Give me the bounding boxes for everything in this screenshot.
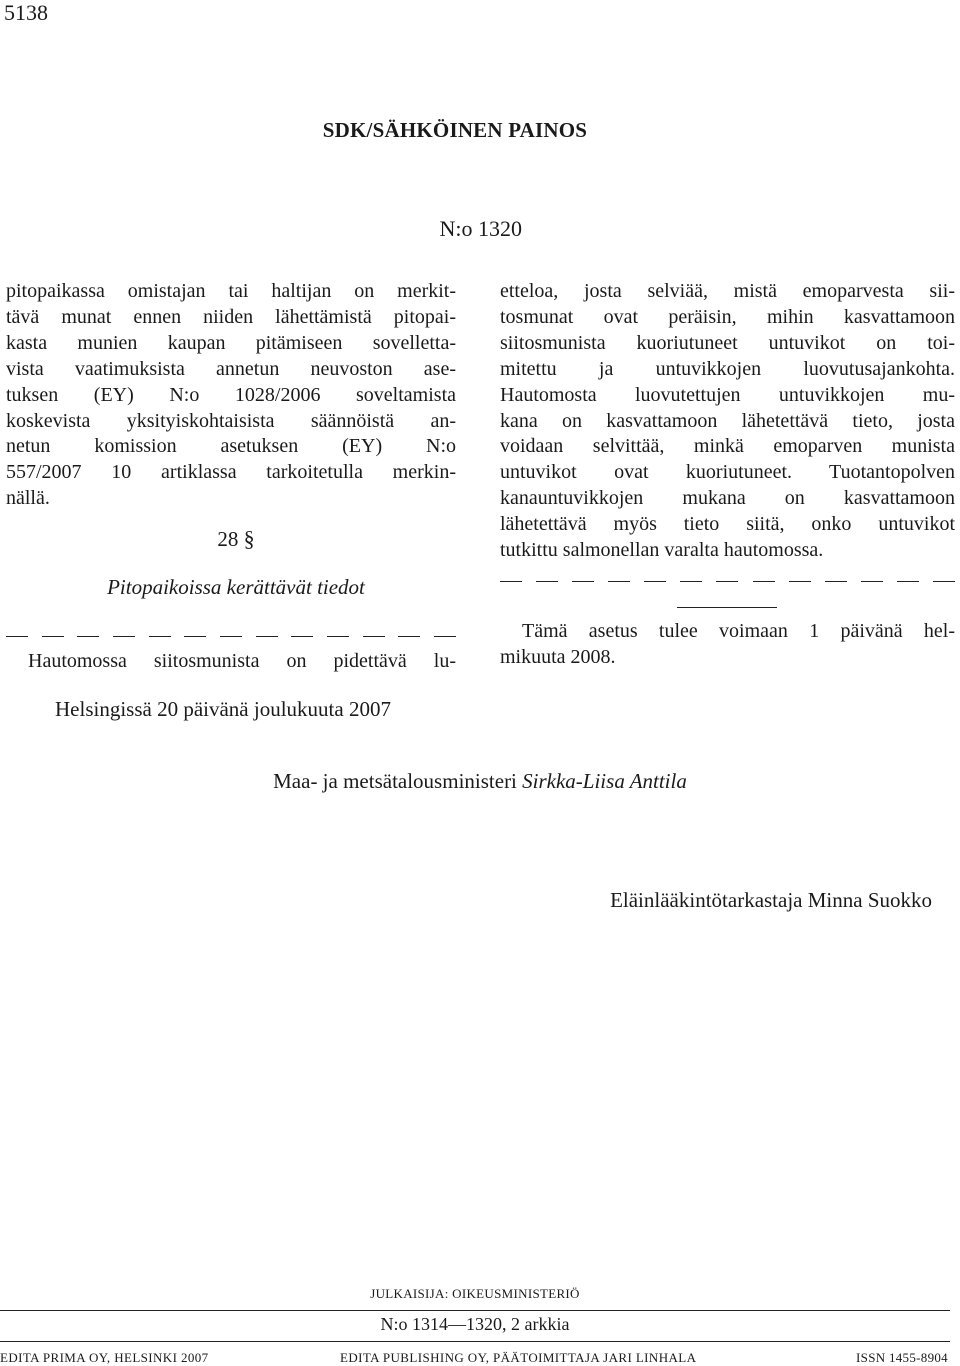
- text-line: etteloa, josta selviää, mistä emoparvesta sii-: [500, 280, 955, 302]
- section-symbol: §: [243, 526, 255, 551]
- text-line: mikuuta 2008.: [500, 645, 616, 668]
- text-line: Hautomosta luovutettujen untuvikkojen mu-: [500, 383, 955, 406]
- minister-signature: [0, 769, 960, 794]
- omission-dashes: [500, 581, 955, 582]
- text-line: untuvikot ovat kuoriutuneet. Tuotantopolven: [500, 461, 955, 484]
- official-signature: Eläinlääkintötarkastaja Minna Suokko: [610, 888, 932, 912]
- publishing-info: EDITA PUBLISHING OY, PÄÄTOIMITTAJA JARI LINHALA: [340, 1350, 697, 1365]
- text-line: koskevista yksityiskohtaisista säännöistä an-: [6, 409, 456, 432]
- text-line: netun komission asetuksen (EY) N:o: [6, 435, 456, 458]
- text-line: nällä.: [6, 487, 50, 510]
- minister-name: Sirkka-Liisa Anttila: [522, 769, 687, 793]
- text-line: tosmunat ovat peräisin, mihin kasvattamoon: [500, 305, 955, 328]
- text-line: vista vaatimuksista annetun neuvoston ase-: [6, 357, 456, 380]
- text-line: kasta munien kaupan pitämiseen sovelletta-: [6, 331, 456, 354]
- text-line: Tämä asetus tulee voimaan 1 päivänä hel-: [522, 620, 955, 642]
- statute-number: N:o 1320: [439, 216, 522, 241]
- text-line: lähetettävä myös tieto siitä, onko untuvikot: [500, 513, 955, 536]
- text-line: tutkittu salmonellan varalta hautomossa.: [500, 539, 824, 562]
- footer-divider: [0, 1310, 950, 1311]
- text-line: kanauntuvikkojen mukana on kasvattamoon: [500, 487, 955, 510]
- publisher-label: JULKAISIJA: OIKEUSMINISTERIÖ: [370, 1286, 580, 1301]
- text-line: siitosmunista kuoriutuneet untuvikot on toi-: [500, 331, 955, 354]
- left-column-paragraph: [6, 279, 456, 512]
- signing-place-date: Helsingissä 20 päivänä joulukuuta 2007: [55, 697, 391, 721]
- edition-label: SDK/SÄHKÖINEN PAINOS: [322, 118, 588, 142]
- left-column-paragraph: [6, 649, 456, 675]
- printer-info: EDITA PRIMA OY, HELSINKI 2007: [0, 1350, 209, 1365]
- footer-divider: [0, 1341, 950, 1342]
- section-number: 28: [217, 527, 239, 551]
- issn: ISSN 1455-8904: [856, 1350, 948, 1365]
- issue-info: N:o 1314—1320, 2 arkkia: [380, 1314, 570, 1334]
- section-divider: [677, 607, 777, 608]
- text-line: mitettu ja untuvikkojen luovutusajankohta.: [500, 357, 955, 380]
- omission-dashes: [6, 636, 456, 637]
- page-number: 5138: [4, 0, 48, 25]
- section-heading: [6, 526, 466, 552]
- minister-title: Maa- ja metsätalousministeri: [273, 769, 517, 793]
- right-column-paragraph: [500, 279, 955, 564]
- text-line: tävä munat ennen niiden lähettämistä pitopai-: [6, 305, 456, 328]
- text-line: pitopaikassa omistajan tai haltijan on merkit-: [6, 280, 456, 302]
- text-line: tuksen (EY) N:o 1028/2006 soveltamista: [6, 383, 456, 406]
- text-line: 557/2007 10 artiklassa tarkoitetulla merkin-: [6, 461, 456, 484]
- text-line: voidaan selvittää, minkä emoparven munista: [500, 435, 955, 458]
- entry-into-force-paragraph: [500, 619, 955, 671]
- text-line: Hautomossa siitosmunista on pidettävä lu-: [28, 650, 456, 672]
- section-title: Pitopaikoissa kerättävät tiedot: [107, 575, 365, 599]
- text-line: kana on kasvattamoon lähetettävä tieto, josta: [500, 409, 955, 432]
